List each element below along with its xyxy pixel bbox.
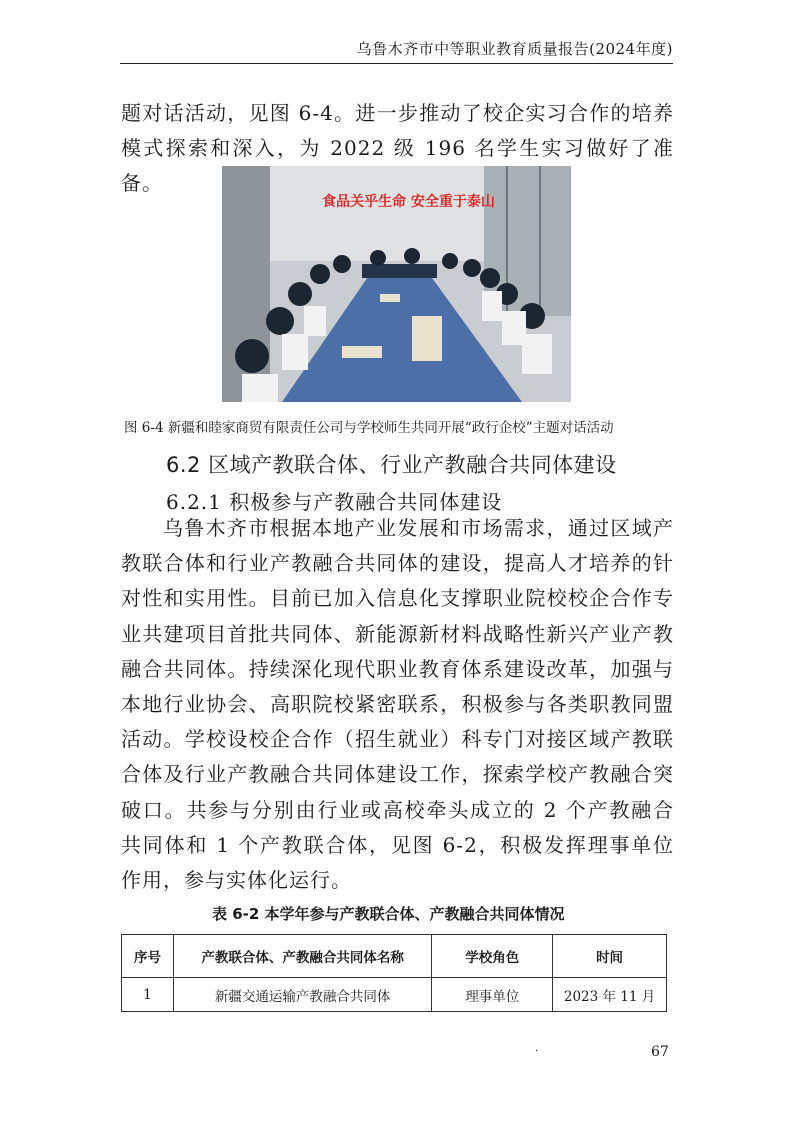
- photo-banner-text: 食品关乎生命 安全重于泰山: [322, 194, 495, 210]
- table-row: [122, 978, 667, 1012]
- table-cell-role: 理事单位: [432, 978, 553, 1012]
- table-caption: 表 6-2 本学年参与产教联合体、产教融合共同体情况: [212, 905, 565, 923]
- paragraph-intro: 题对话活动，见图 6-4。进一步推动了校企实习合作的培养模式探索和深入，为 2022 级 196 名学生实习做好了准备。: [121, 101, 674, 196]
- page-header: 乌鲁木齐市中等职业教育质量报告(2024年度): [356, 40, 673, 58]
- table-header-time: 时间: [553, 935, 667, 978]
- subsection-heading: 6.2.1 积极参与产教融合共同体建设: [166, 490, 503, 514]
- table-header-role: 学校角色: [432, 935, 553, 978]
- table-header-name: 产教联合体、产教融合共同体名称: [173, 935, 431, 978]
- footer-dot: ·: [535, 1046, 539, 1057]
- table-header-index: 序号: [122, 935, 174, 978]
- participation-table: [121, 934, 667, 1012]
- table-header-row: [122, 935, 667, 978]
- meeting-photo-illustration: [222, 166, 571, 402]
- page-number: 67: [651, 1044, 669, 1060]
- table-cell-index: 1: [122, 978, 174, 1012]
- table-cell-name: 新疆交通运输产教融合共同体: [173, 978, 431, 1012]
- section-heading: 6.2 区域产教联合体、行业产教融合共同体建设: [166, 453, 617, 477]
- meeting-photo: [222, 166, 571, 402]
- paragraph-body: 乌鲁木齐市根据本地产业发展和市场需求，通过区域产教联合体和行业产教融合共同体的建设，提高人才培养的针对性和实用性。目前已加入信息化支撑职业院校校企合作专业共建项目首批共同体、新能源新材料战略性新兴产业产教融合共同体。持续深化现代职业教育体系建设改革，加强与本地行业协会、高职院校紧密联系，积极参与各类职教同盟活动。学校设校企合作（招生就业）科专门对接区域产教联合体及行业产教融合共同体建设工作，探索学校产教融合突破口。共参与分别由行业或高校牵头成立的 2 个产教融合共同体和 1 个产教联合体，见图 6-2，积极发挥理事单位作用，参与实体化运行。: [121, 516, 674, 893]
- header-rule: [120, 63, 673, 64]
- figure-caption: 图 6-4 新疆和睦家商贸有限责任公司与学校师生共同开展“政行企校”主题对话活动: [124, 420, 614, 436]
- table-cell-time: 2023 年 11 月: [553, 978, 667, 1012]
